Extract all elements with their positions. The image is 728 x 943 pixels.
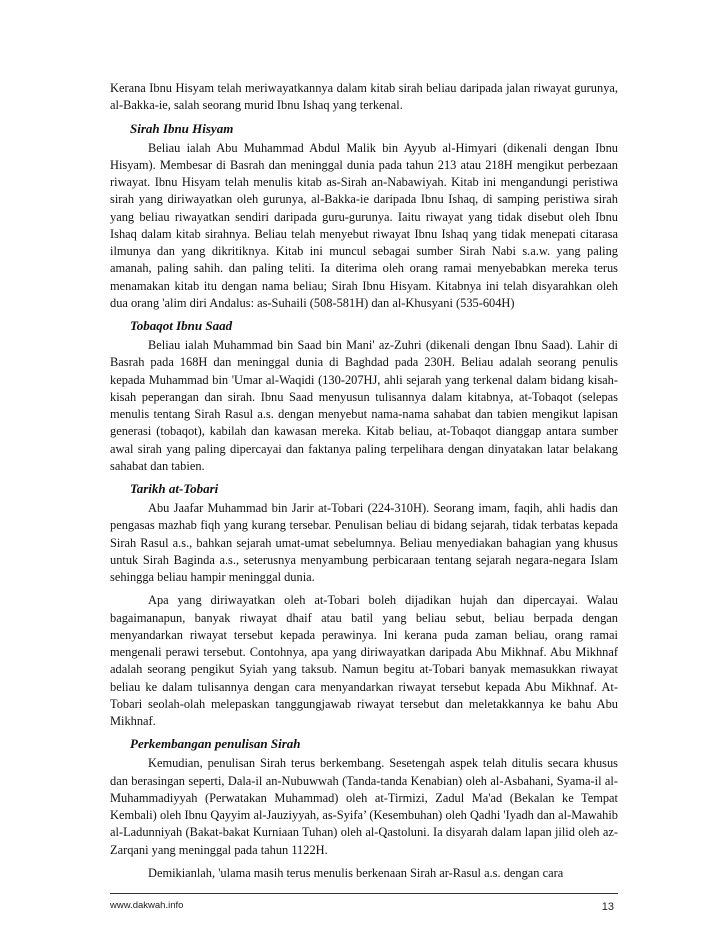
footer-website: www.dakwah.info: [110, 900, 184, 911]
heading-tobaqot-ibnu-saad: Tobaqot Ibnu Saad: [130, 318, 233, 333]
paragraph-tarikh-1: Abu Jaafar Muhammad bin Jarir at-Tobari (224-310H). Seorang imam, faqih, ahli hadis dan pengasas mazhab fiqh yang kurang tersebar. Penulisan beliau di bidang sejarah, tidak terbatas kepada Sirah Rasul a.s., bahkan sejarah umat-umat sebelumnya. Beliau menyediakan bahagian yang khusus untuk Sirah Baginda a.s., seterusnya menyambung perbicaraan tentang sejarah negara-negara Islam sehingga beliau hampir meninggal dunia.: [110, 501, 618, 584]
heading-perkembangan: Perkembangan penulisan Sirah: [130, 736, 301, 752]
heading-tarikh-at-tobari: Tarikh at-Tobari: [130, 481, 219, 496]
page-footer: [110, 893, 618, 911]
paragraph-tobaqot-ibnu-saad: Beliau ialah Muhammad bin Saad bin Mani' az-Zuhri (dikenali dengan Ibnu Saad). Lahir di Basrah pada 168H dan meninggal dunia di Baghdad pada 230H. Beliau adalah seorang penulis kepada Muhammad bin 'Umar al-Waqidi (130-207HJ, ahli sejarah yang terkenal dalam bidang kisah-kisah peperangan dan sirah. Ibnu Saad menyusun tulisannya dalam kitabnya, at-Tobaqot (selepas menulis tentang Sirah Rasul a.s. dengan menyebut nama-nama sahabat dan tabien mengikut lapisan generasi (tobaqot), kabilah dan kawasan mereka. Kitab beliau, at-Tobaqot dianggap antara sumber awal sirah yang paling dipercayai dan faktanya paling terpelihara dengan dinyatakan latar belakang sahabat dan tabien.: [110, 338, 618, 473]
intro-paragraph: Kerana Ibnu Hisyam telah meriwayatkannya dalam kitab sirah beliau daripada jalan riwayat gurunya, al-Bakka-ie, salah seorang murid Ibnu Ishaq yang terkenal.: [110, 81, 618, 113]
document-body: [110, 80, 618, 882]
paragraph-tarikh-2: Apa yang diriwayatkan oleh at-Tobari boleh dijadikan hujah dan dipercayai. Walau bagaimanapun, banyak riwayat dhaif atau batil yang beliau sebut, beliau berpada dengan menyandarkan riwayat tersebut kepada perawinya. Ini kerana puda zaman beliau, orang ramai mengenali perawi tersebut. Contohnya, apa yang diriwayatkan daripada Abu Mikhnaf. Abu Mikhnaf adalah seorang pengikut Syiah yang taksub. Namun begitu at-Tobari banyak memasukkan riwayat beliau ke dalam tulisannya dengan cara menyandarkan riwayat tersebut kepada Abu Mikhnaf. At-Tobari seolah-olah melepaskan tanggungjawab riwayat tersebut dan meletakkannya ke bahu Abu Mikhnaf.: [110, 593, 618, 728]
page-number: 13: [601, 901, 614, 913]
paragraph-sirah-ibnu-hisyam: Beliau ialah Abu Muhammad Abdul Malik bin Ayyub al-Himyari (dikenali dengan Ibnu Hisyam). Membesar di Basrah dan meninggal dunia pada tahun 213 atau 218H mengikut perbezaan riwayat. Ibnu Hisyam telah menulis kitab as-Sirah an-Nabawiyah. Kitab ini mengandungi peristiwa sirah yang diriwayatkan oleh gurunya, al-Bakka-ie daripada Ibnu Ishaq, di samping peristiwa sirah yang beliau riwayatkan sendiri daripada guru-gurunya. Iaitu riwayat yang tidak disebut oleh Ibnu Ishaq dalam kitab sirahnya. Beliau telah menyebut riwayat Ibnu Ishaq yang tidak menepati citarasa ilmunya dan yang dikritiknya. Kitab ini muncul sebagai sumber Sirah Nabi s.a.w. yang paling amanah, paling sahih. dan paling teliti. Ia diterima oleh orang ramai menyebabkan mereka terus menamakan kitab itu dengan nama beliau; Sirah Ibnu Hisyam. Kitabnya ini telah disyarahkan oleh dua orang 'alim diri Andalus: as-Suhaili (508-581H) dan al-Khusyani (535-604H): [110, 140, 618, 310]
heading-sirah-ibnu-hisyam: Sirah Ibnu Hisyam: [130, 120, 234, 136]
paragraph-perkembangan-1: Kemudian, penulisan Sirah terus berkembang. Sesetengah aspek telah ditulis secara khusus dan berasingan seperti, Dala-il an-Nubuwwah (Tanda-tanda Kenabian) oleh al-Asbahani, Syama-il al-Muhammadiyyah (Perwatakan Muhammad) oleh at-Tirmizi, Zadul Ma'ad (Bekalan ke Tempat Kembali) oleh Ibnu Qayyim al-Jauziyyah, as-Syifa’ (Kesembuhan) oleh Qadhi 'Iyadh dan al-Mawahib al-Ladunniyah (Bakat-bakat Kurniaan Tuhan) oleh al-Qastoluni. Ia disyarah dalam lapan jilid oleh az-Zarqani yang meninggal pada tahun 1122H.: [110, 756, 618, 857]
paragraph-perkembangan-2: Demikianlah, 'ulama masih terus menulis berkenaan Sirah ar-Rasul a.s. dengan cara: [148, 865, 564, 880]
